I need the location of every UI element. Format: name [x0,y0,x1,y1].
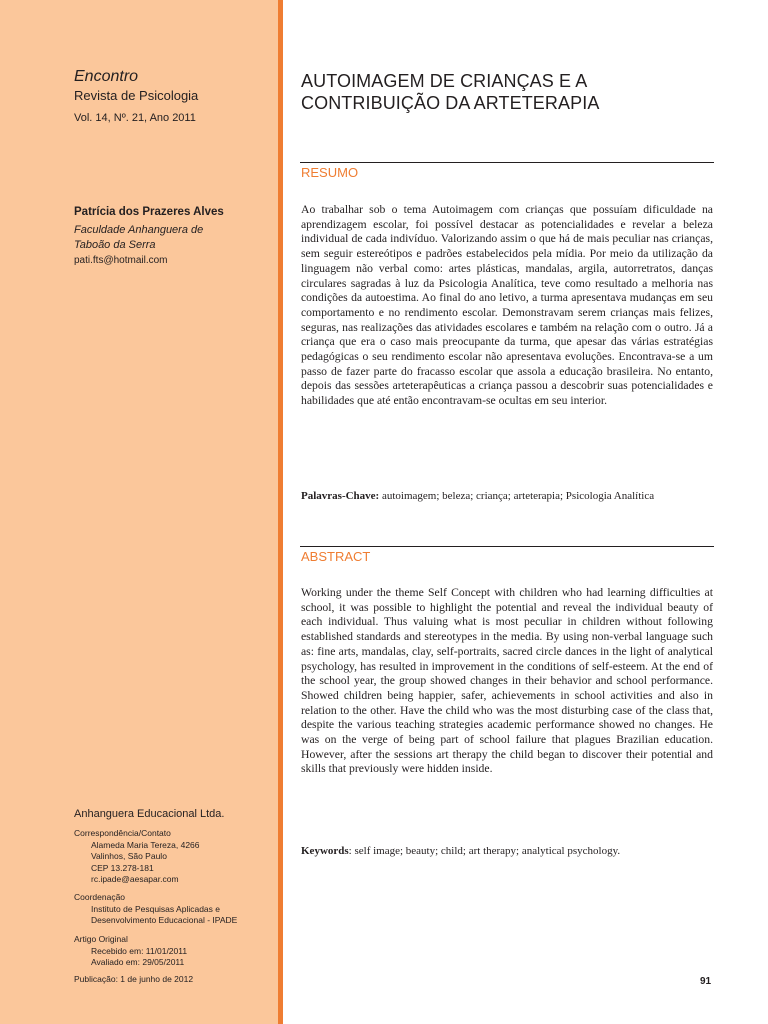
coordination-line: Desenvolvimento Educacional - IPADE [91,915,238,925]
author-name: Patrícia dos Prazeres Alves [74,206,224,218]
contact-label: Correspondência/Contato [74,828,171,838]
resumo-heading: RESUMO [301,165,359,180]
affiliation-line: Taboão da Serra [74,239,156,251]
contact-line: Alameda Maria Tereza, 4266 [91,839,200,850]
abstract-rule [300,546,714,547]
keywords-value: autoimagem; beleza; criança; arteterapia; Psicologia Analítica [381,490,655,502]
contact-line: CEP 13.278-181 [91,862,154,873]
page-number: 91 [700,976,712,987]
author-email[interactable]: pati.fts@hotmail.com [74,255,168,266]
coordination-label: Coordenação [74,892,126,902]
article-title [301,70,599,114]
journal-name: Encontro [74,68,139,85]
sidebar-divider [278,0,283,1024]
keywords-value: : self image; beauty; child; art therapy; analytical psychology. [348,845,621,857]
coordination-block [74,892,237,927]
received-date: Recebido em: 11/01/2011 [91,945,188,956]
journal-volume: Vol. 14, Nº. 21, Ano 2011 [74,112,196,124]
keywords-label: Palavras-Chave: [301,490,380,502]
abstract-text: Working under the theme Self Concept with children who had learning difficulties at school, it was possible to highlight the potential and reveal the individual beauty of each individual. Thus valuing what is most peculiar in children without following established standards and stereotypes in the media. By using non-verbal language such as: fine arts, mandalas, clay, self-portraits, sacred circle dances in the light of analytical psychology, has resulted in improvement in the conditions of self-esteem. At the end of the school year, the group showed changes in their behavior and school performance. Showed children being happier, safer, achievements in school activities and also in relation to the other. Have the child who was the most disturbing case of the class that, despite the various teaching strategies academic performance showed no changes. He was on the verge of being part of school failure that plagues Brazilian education. However, after the sessions art therapy the child began to discover their potential and skills that previously were hidden inside. [301,586,713,776]
affiliation-line: Faculdade Anhanguera de [74,224,204,236]
company-name: Anhanguera Educacional Ltda. [74,808,225,820]
title-line: CONTRIBUIÇÃO DA ARTETERAPIA [301,93,600,113]
article-info-label: Artigo Original [74,934,128,944]
abstract-heading: ABSTRACT [301,549,371,564]
resumo-keywords [301,490,713,503]
contact-email[interactable]: rc.ipade@aesapar.com [91,874,179,884]
keywords-label: Keywords [301,845,349,857]
journal-subtitle: Revista de Psicologia [74,88,199,103]
resumo-text: Ao trabalhar sob o tema Autoimagem com crianças que possuíam dificuldade na aprendizagem escolar, foi possível destacar as potencialidades e revelar a beleza individual de cada indivíduo. Valorizando assim o que há de mais peculiar nas crianças, sem seguir estereótipos e padrões estabelecidos pela mídia. Por meio da utilização da linguagem não verbal como: artes plásticas, mandalas, argila, autorretratos, danças circulares sagradas à luz da Psicologia Analítica, teve como resultado a melhoria nas condições da autoestima. Ao final do ano letivo, a turma apresentava mudanças em seu comportamento e no rendimento escolar. Demonstravam serem crianças mais felizes, seguras, nas realizações das atividades escolares e também na relação com o outro. Já a criança que era o caso mais preocupante da turma, que apesar das várias estratégias pedagógicas o seu rendimento escolar não apresentava evoluções. Encontrava-se a um passo de fazer parte do fracasso escolar que assola a educação brasileira. No entanto, depois das sessões arteterapêuticas a criança passou a descobrir suas potencialidades e habilidades que até então encontravam-se ocultas em seu interior. [301,203,713,408]
resumo-rule [300,162,714,163]
title-line: AUTOIMAGEM DE CRIANÇAS E A [301,71,588,91]
abstract-keywords [301,845,713,858]
author-affiliation [74,223,264,253]
contact-line: Valinhos, São Paulo [91,851,167,861]
publication-date: Publicação: 1 de junho de 2012 [74,974,194,984]
contact-block [74,828,200,886]
coordination-line: Instituto de Pesquisas Aplicadas e [91,903,220,914]
article-info-block [74,934,187,969]
evaluated-date: Avaliado em: 29/05/2011 [91,957,185,967]
